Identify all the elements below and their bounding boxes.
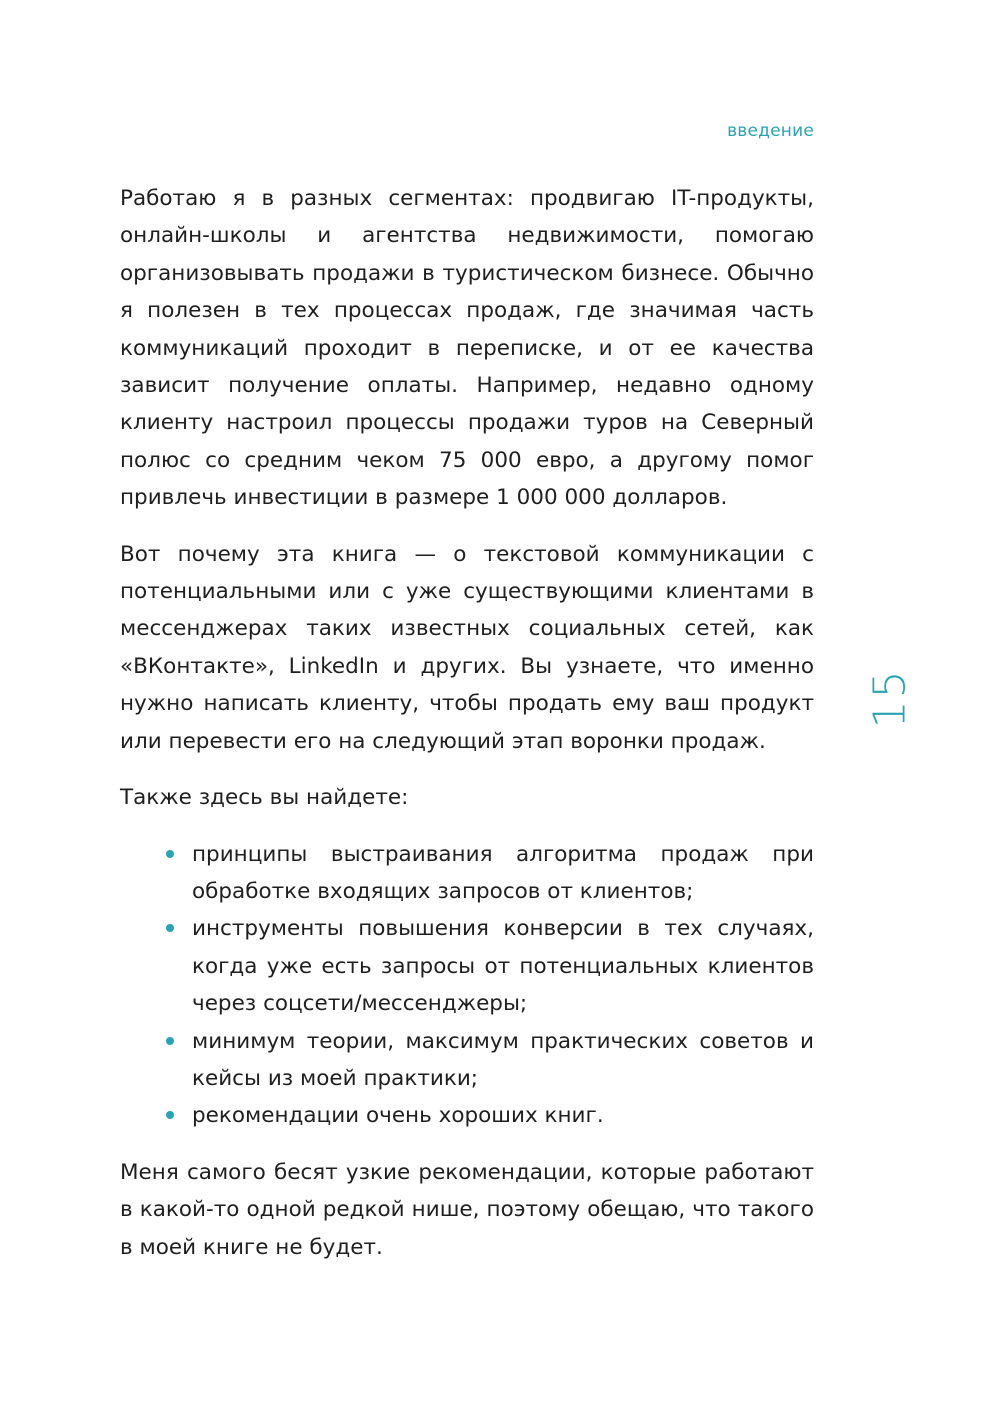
paragraph-list-intro: Также здесь вы найдете: xyxy=(120,785,409,811)
paragraph-book-purpose: Вот почему эта книга — о текстовой коммуникации с потенциальными или с уже существующими клиентами в мессенджерах таких известных социальных сетей, как «ВКонтакте», LinkedIn и других. Вы узнаете, что именно нужно написать клиенту, чтобы продать ему ваш продукт или перевести его на следующий этап воронки продаж. xyxy=(120,541,814,754)
bullet-list xyxy=(120,836,814,1135)
list-item: рекомендации очень хороших книг. xyxy=(192,1097,814,1134)
page-number-label: 15 xyxy=(864,668,916,728)
page-number xyxy=(866,668,914,728)
list-item: инструменты повышения конверсии в тех случаях, когда уже есть запросы от потенциальных клиентов через соцсети/мессенджеры; xyxy=(192,910,814,1022)
paragraph-closing: Меня самого бесят узкие рекомендации, которые работают в какой-то одной редкой нише, поэтому обещаю, что такого в моей книге не будет. xyxy=(120,1159,814,1260)
body-text xyxy=(120,180,814,1266)
running-head: введение xyxy=(727,121,814,141)
list-item: минимум теории, максимум практических советов и кейсы из моей практики; xyxy=(192,1023,814,1098)
list-item: принципы выстраивания алгоритма продаж при обработке входящих запросов от клиентов; xyxy=(192,836,814,911)
paragraph-intro: Работаю я в разных сегментах: продвигаю IT-продукты, онлайн-школы и агентства недвижимости, помогаю организовывать продажи в туристическом бизнесе. Обычно я полезен в тех процессах продаж, где значимая часть коммуникаций проходит в переписке, и от ее качества зависит получение оплаты. Например, недавно одному клиенту настроил процессы продажи туров на Северный полюс со средним чеком 75 000 евро, а другому помог привлечь инвестиции в размере 1 000 000 долларов. xyxy=(120,186,814,511)
